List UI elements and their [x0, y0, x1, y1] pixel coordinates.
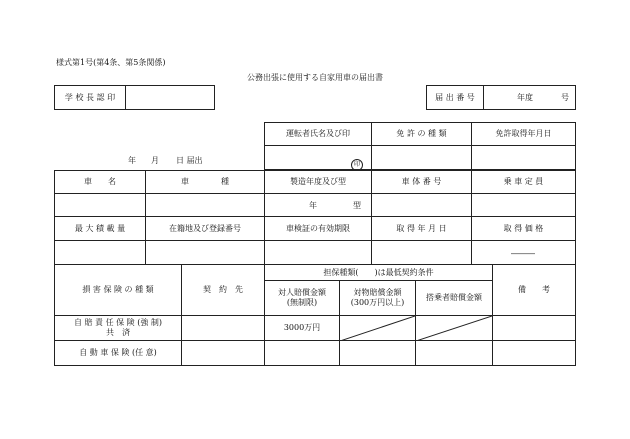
- year-model-label: 製造年度及び型: [290, 177, 346, 186]
- inspection-label: 車検証の有効期限: [286, 223, 350, 233]
- driver-info-table: [264, 122, 576, 170]
- insurance-type-label: 損 害 保 険 の 種 類: [82, 285, 154, 294]
- page-title: 公務出張に使用する自家用車の届出書: [247, 73, 383, 82]
- approval-label: 学 校 長 認 印: [64, 92, 116, 102]
- report-number-label: 届 出 番 号: [435, 92, 475, 102]
- report-number-box: [426, 85, 576, 110]
- license-type-label: 免 許 の 種 類: [396, 129, 447, 138]
- main-form-table: [54, 170, 576, 366]
- date-year: 年: [128, 156, 136, 165]
- license-date-label: 免許取得年月日: [495, 129, 552, 138]
- date-day-filed: 日 届出: [176, 156, 203, 165]
- passenger-label: 搭乗者賠償金額: [426, 293, 482, 302]
- acquired-date-label: 取 得 年 月 日: [396, 223, 447, 233]
- passenger-diagonal: [416, 316, 492, 341]
- voluntary-label: 自 動 車 保 険 (任 意): [79, 348, 157, 357]
- form-label: 様式第1号(第4条、第5条関係): [56, 58, 166, 67]
- seal-mark: 印: [351, 151, 363, 171]
- location-reg-label: 在籍地及び登録番号: [169, 223, 241, 233]
- property-diagonal: [340, 316, 415, 341]
- year-suffix: 年: [309, 201, 317, 210]
- approval-seal-field[interactable]: [126, 86, 214, 109]
- approval-box: [54, 85, 215, 110]
- conditions-label: 担保種類( )は最低契約条件: [323, 267, 434, 277]
- max-load-label: 最 大 積 載 量: [74, 223, 126, 233]
- acquired-price-label: 取 得 価 格: [503, 223, 544, 233]
- vehicle-name-label: 車 名: [84, 177, 116, 186]
- date-month: 月: [151, 156, 159, 165]
- contract-label: 契 約 先: [203, 285, 243, 294]
- report-number-suffix: 号: [561, 92, 569, 102]
- compulsory-amount: 3000万円: [283, 323, 321, 332]
- capacity-label: 乗 車 定 員: [503, 177, 544, 186]
- remarks-label: 備 考: [518, 285, 550, 294]
- compulsory-label: 自 賠 責 任 保 険 (強 制) 共 済: [73, 318, 163, 337]
- price-dash: ―――: [511, 249, 535, 258]
- bodily-label: 対人賠償金額 (無制限): [278, 288, 326, 307]
- driver-name-seal-label: 運転者氏名及び印: [286, 129, 350, 138]
- vehicle-type-label: 車 種: [181, 177, 229, 186]
- report-year-suffix: 年度: [517, 92, 533, 102]
- model-suffix: 型: [353, 201, 361, 210]
- property-label: 対物賠償金額 (300万円以上): [350, 288, 405, 307]
- body-number-label: 車 体 番 号: [401, 177, 442, 186]
